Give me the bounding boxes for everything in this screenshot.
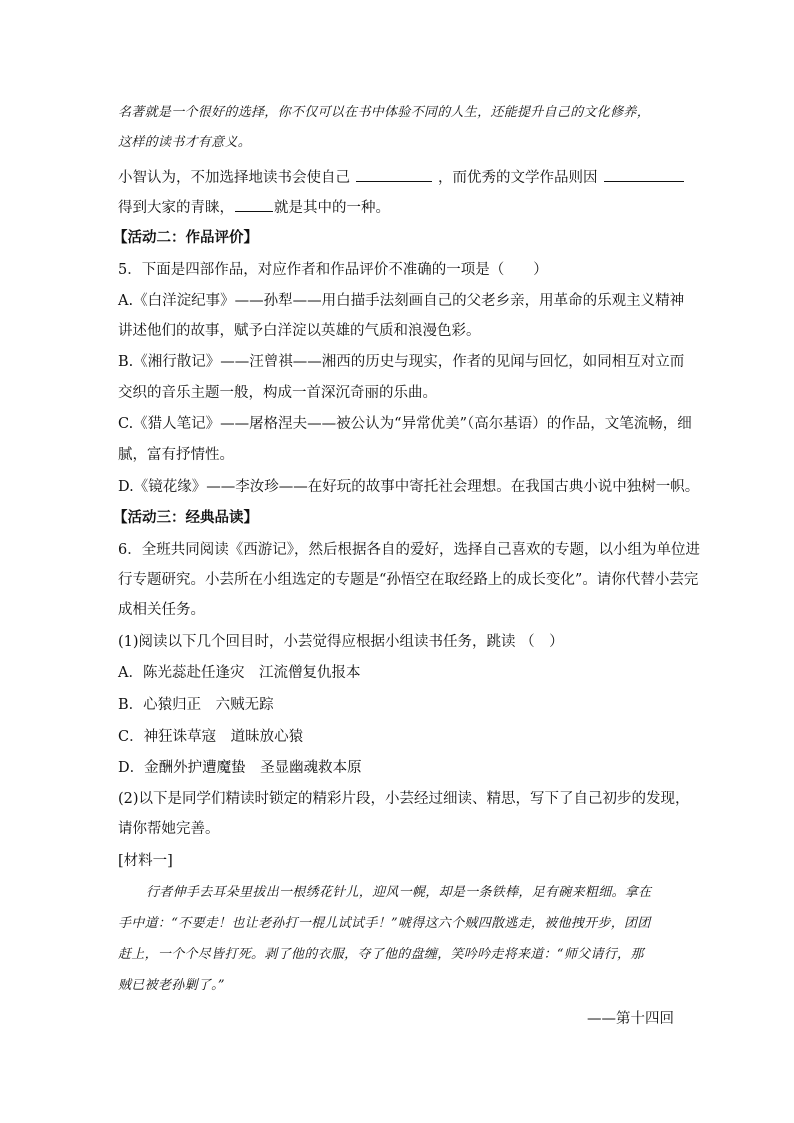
fill-text-1: 小智认为，不加选择地读书会使自己 <box>118 170 350 186</box>
q6-option-b: B．心猿归正 六贼无踪 <box>118 697 274 713</box>
q6-subquestion-2-line-1: (2)以下是同学们精读时锁定的精彩片段，小芸经过细读、精思，写下了自己初步的发现， <box>118 791 690 807</box>
excerpt-line-3: 赶上，一个个尽皆打死。剥了他的衣服，夺了他的盘缠，笑吟吟走将来道：“师父请行，那 <box>118 947 644 962</box>
fill-text-4: 就是其中的一种。 <box>274 200 390 216</box>
intro-line-1: 名著就是一个很好的选择，你不仅可以在书中体验不同的人生，还能提升自己的文化修养， <box>118 105 651 120</box>
intro-line-2: 这样的读书才有意义。 <box>118 135 252 150</box>
q5-option-a-line-1: A.《白洋淀纪事》——孙犁——用白描手法刻画自己的父老乡亲，用革命的乐观主义精神 <box>118 293 685 309</box>
q5-option-d: D.《镜花缘》——李汝珍——在好玩的故事中寄托社会理想。在我国古典小说中独树一帜。 <box>118 479 700 495</box>
excerpt-line-2: 手中道：“不要走！也让老孙打一棍儿试试手！”唬得这六个贼四散逃走，被他拽开步，团团 <box>118 916 651 931</box>
answer-blank-3[interactable] <box>235 197 273 212</box>
answer-blank-1[interactable] <box>356 167 432 182</box>
fill-blank-line-1 <box>118 167 690 188</box>
excerpt-line-1: 行者伸手去耳朵里拔出一根绣花针儿，迎风一幌，却是一条铁棒，足有碗来粗细。拿在 <box>146 885 652 900</box>
q6-stem-line-3: 成相关任务。 <box>118 602 205 618</box>
q5-option-b-line-2: 交织的音乐主题一般，构成一首深沉奇丽的乐曲。 <box>118 385 437 401</box>
activity-2-heading: 【活动二：作品评价】 <box>113 229 258 246</box>
q5-option-c-line-2: 腻，富有抒情性。 <box>118 447 234 463</box>
q6-subquestion-2-line-2: 请你帮她完善。 <box>118 821 220 837</box>
answer-blank-2[interactable] <box>604 167 684 182</box>
activity-3-heading: 【活动三：经典品读】 <box>113 509 258 526</box>
q6-stem-line-1: 6．全班共同阅读《西游记》，然后根据各自的爱好，选择自己喜欢的专题，以小组为单位进 <box>118 542 700 558</box>
q6-stem-line-2: 行专题研究。小芸所在小组选定的专题是“孙悟空在取经路上的成长变化”。请你代替小芸完 <box>118 572 699 588</box>
fill-text-2: ，而优秀的文学作品则因 <box>438 170 598 186</box>
q6-option-a: A．陈光蕊赴任逢灾 江流僧复仇报本 <box>118 665 361 681</box>
excerpt-source: ——第十四回 <box>587 1011 674 1027</box>
excerpt-line-4: 贼已被老孙剿了。” <box>118 978 225 993</box>
fill-text-3: 得到大家的青睐， <box>118 200 234 216</box>
q5-option-b-line-1: B.《湘行散记》——汪曾祺——湘西的历史与现实，作者的见闻与回忆，如同相互对立而 <box>118 354 685 370</box>
q6-option-c: C．神狂诛草寇 道昧放心猿 <box>118 729 304 745</box>
q6-subquestion-1: (1)阅读以下几个回目时，小芸觉得应根据小组读书任务，跳读 （ ） <box>118 634 564 650</box>
q5-stem: 5．下面是四部作品，对应作者和作品评价不准确的一项是（ ） <box>118 262 548 278</box>
material-1-label: [材料一] <box>118 853 173 869</box>
q5-option-c-line-1: C.《猎人笔记》——屠格涅夫——被公认为“异常优美”（高尔基语）的作品，文笔流畅，细 <box>118 416 692 432</box>
q5-option-a-line-2: 讲述他们的故事，赋予白洋淀以英雄的气质和浪漫色彩。 <box>118 323 481 339</box>
q6-option-d: D．金酬外护遭魔蛰 圣显幽魂救本原 <box>118 760 362 776</box>
fill-blank-line-2 <box>118 197 390 218</box>
